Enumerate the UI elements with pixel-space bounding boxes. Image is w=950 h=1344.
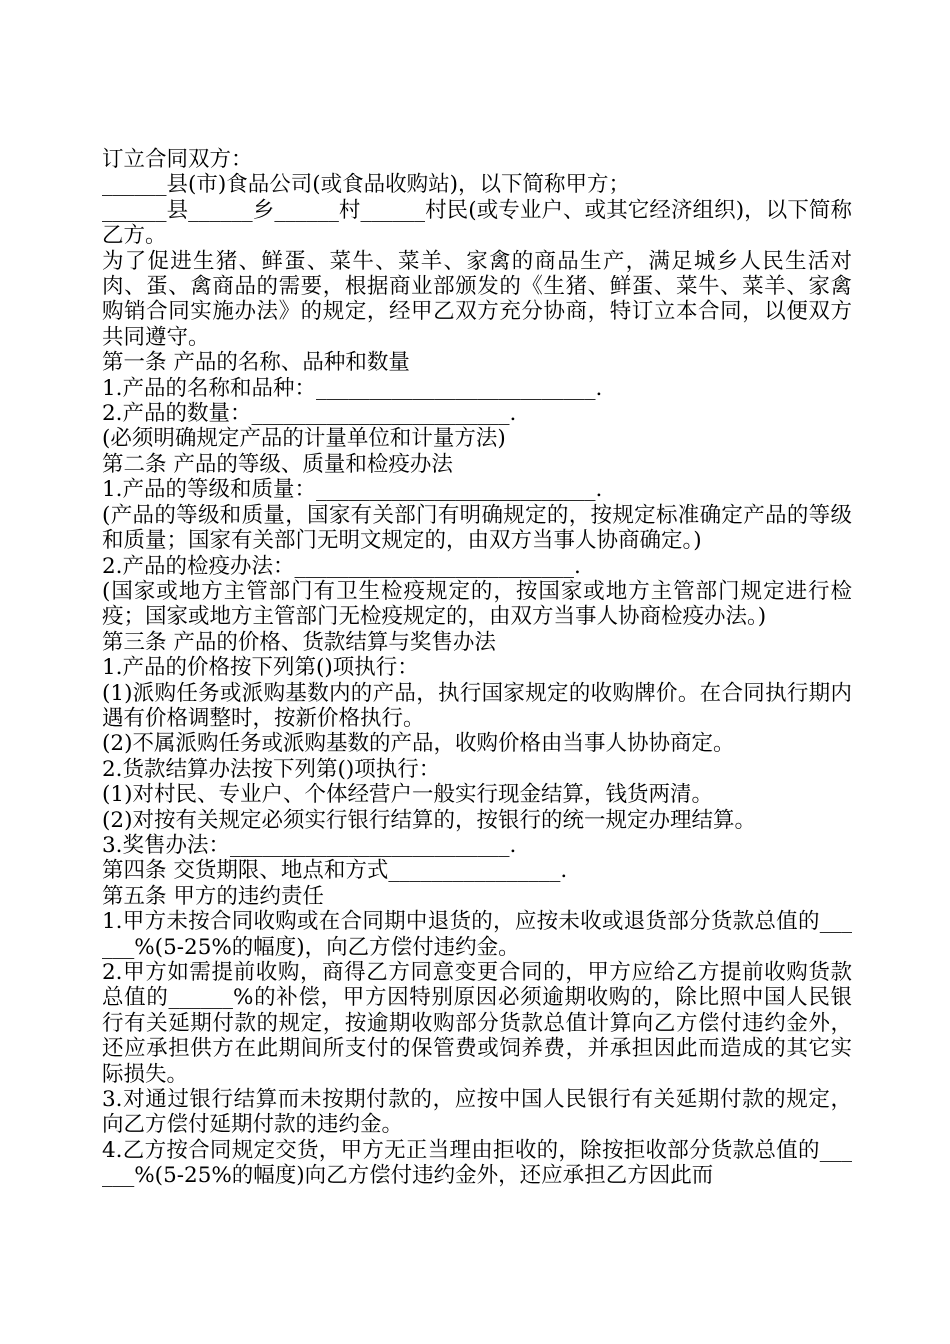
article-1-heading: 第一条 产品的名称、品种和数量 <box>102 350 410 376</box>
article-2-heading: 第二条 产品的等级、质量和检疫办法 <box>102 451 453 477</box>
article-5-item-2: 2.甲方如需提前收购，商得乙方同意变更合同的，甲方应给乙方提前收购货款总值的______%的补偿，甲方因特别原因必须逾期收购的，除比照中国人民银行有关延期付款的规定，按逾期收购部分货款总值计算向乙方偿付违约金外，还应承担供方在此期间所支付的保管费或饲养费，并承担因此而造成的其它实际损失。 <box>102 960 852 1087</box>
article-2-item-1: 1.产品的等级和质量：__________________________. <box>102 477 603 503</box>
article-5-heading: 第五条 甲方的违约责任 <box>102 883 324 909</box>
article-1-item-2: 2.产品的数量：________________________. <box>102 401 517 427</box>
article-3-item-2-option-1: (1)对村民、专业户、个体经营户一般实行现金结算，钱货两清。 <box>102 782 713 808</box>
article-3-item-2-option-2: (2)对按有关规定必须实行银行结算的，按银行的统一规定办理结算。 <box>102 807 756 833</box>
preamble: 为了促进生猪、鲜蛋、菜牛、菜羊、家禽的商品生产，满足城乡人民生活对肉、蛋、禽商品的需要，根据商业部颁发的《生猪、鲜蛋、菜牛、菜羊、家禽购销合同实施办法》的规定，经甲乙双方充分协商，特订立本合同，以便双方共同遵守。 <box>102 248 852 350</box>
article-1-item-1: 1.产品的名称和品种：__________________________. <box>102 375 603 401</box>
article-3-heading: 第三条 产品的价格、货款结算与奖售办法 <box>102 629 496 655</box>
article-5-item-1: 1.甲方未按合同收购或在合同期中退货的，应按未收或退货部分货款总值的______%(5-25%的幅度)，向乙方偿付违约金。 <box>102 909 852 960</box>
parties-heading: 订立合同双方： <box>102 147 253 172</box>
article-3-item-1-option-1: (1)派购任务或派购基数内的产品，执行国家规定的收购牌价。在合同执行期内遇有价格调整时，按新价格执行。 <box>102 680 852 731</box>
article-2-note-2: (国家或地方主管部门有卫生检疫规定的，按国家或地方主管部门规定进行检疫；国家或地方主管部门无检疫规定的，由双方当事人协商检疫办法。) <box>102 578 852 630</box>
article-5-item-3: 3.对通过银行结算而未按期付款的，应按中国人民银行有关延期付款的规定，向乙方偿付延期付款的违约金。 <box>102 1087 852 1138</box>
article-4-heading: 第四条 交货期限、地点和方式________________. <box>102 858 568 884</box>
article-3-item-3: 3.奖售办法：__________________________. <box>102 832 517 858</box>
article-2-note-1: (产品的等级和质量，国家有关部门有明确规定的，按规定标准确定产品的等级和质量；国家有关部门无明文规定的，由双方当事人协商确定。) <box>102 502 852 554</box>
article-3-item-2: 2.货款结算办法按下列第()项执行： <box>102 756 441 782</box>
article-1-note: (必须明确规定产品的计量单位和计量方法) <box>102 426 506 452</box>
party-b-line: ______县______乡______村______村民(或专业户、或其它经济组织)，以下简称乙方。 <box>102 197 852 249</box>
article-3-item-1: 1.产品的价格按下列第()项执行： <box>102 655 419 681</box>
article-3-item-1-option-2: (2)不属派购任务或派购基数的产品，收购价格由当事人协协商定。 <box>102 731 735 757</box>
article-5-item-4: 4.乙方按合同规定交货，甲方无正当理由拒收的，除按拒收部分货款总值的______%(5-25%的幅度)向乙方偿付违约金外，还应承担乙方因此而 <box>102 1137 852 1189</box>
article-2-item-2: 2.产品的检疫办法：__________________________. <box>102 553 581 579</box>
document-body <box>102 147 852 1189</box>
party-a-line: ______县(市)食品公司(或食品收购站)，以下简称甲方； <box>102 172 631 198</box>
